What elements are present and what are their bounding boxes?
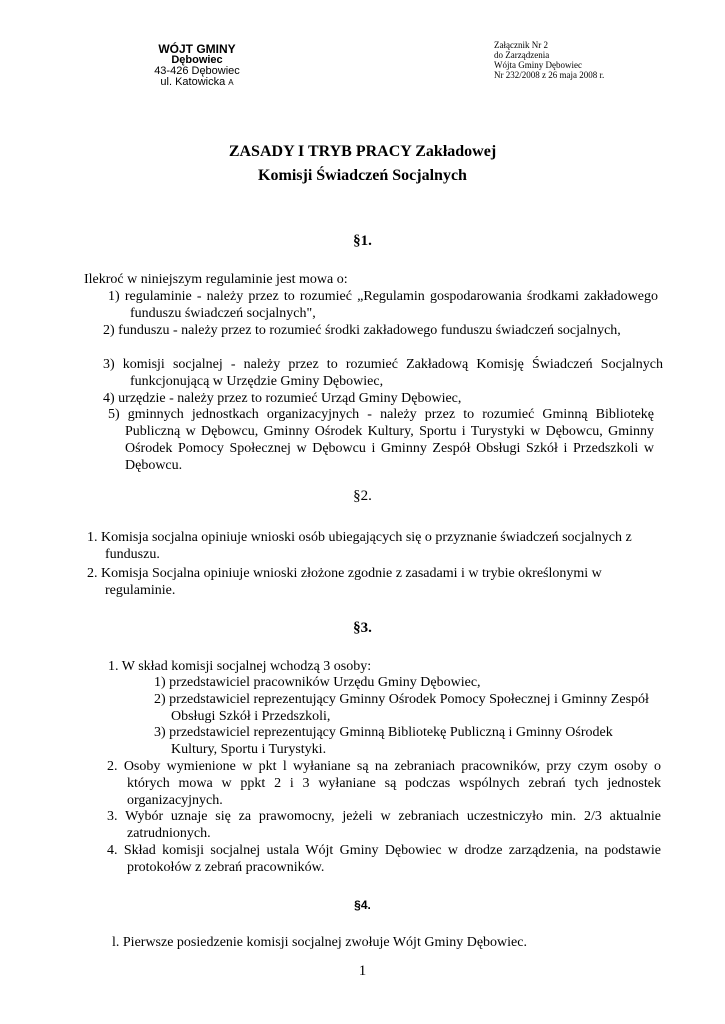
annex-line-3: Wójta Gminy Dębowiec xyxy=(494,60,582,70)
document-title-line-1: ZASADY I TRYB PRACY Zakładowej xyxy=(228,143,497,160)
section-3-item-2: 2. Osoby wymienione w pkt l wyłaniane są na zebraniach pracowników, przy czym osoby o których mowa w ppkt 2 i 3 wyłaniane są podczas wspólnych zebrań tych jednostek organizacyjnych. xyxy=(107,759,661,808)
section-1-item-3: 3) komisji socjalnej - należy przez to rozumieć Zakładową Komisję Świadczeń Socjalnych funkcjonującą w Urzędzie Gminy Dębowiec, xyxy=(103,357,663,389)
annex-line-4: Nr 232/2008 z 26 maja 2008 r. xyxy=(494,70,605,80)
stamp-line-3: 43-426 Dębowiec xyxy=(154,65,240,77)
stamp-line-2: Dębowiec xyxy=(171,54,223,66)
section-1-item-4: 4) urzędzie - należy przez to rozumieć Urząd Gminy Dębowiec, xyxy=(103,391,462,406)
section-3-item-4: 4. Skład komisji socjalnej ustala Wójt Gminy Dębowiec w drodze zarządzenia, na podstawie protokołów z zebrań pracowników. xyxy=(107,843,661,875)
annex-line-1: Załącznik Nr 2 xyxy=(494,40,548,50)
section-3-subitem-1: 1) przedstawiciel pracowników Urzędu Gminy Dębowiec, xyxy=(154,675,481,690)
section-1-intro: Ilekroć w niniejszym regulaminie jest mowa o: xyxy=(84,272,348,287)
section-1-item-5: 5) gminnych jednostkach organizacyjnych - należy przez to rozumieć Gminną Bibliotekę Publiczną w Dębowcu, Gminny Ośrodek Kultury, Sportu i Turystyki w Dębowcu, Gminny Ośrodek Pomocy Społecznej w Dębowcu i Gminny Zespół Obsługi Szkół i Przedszkoli w Dębowcu. xyxy=(108,407,654,473)
section-2-heading: §2. xyxy=(353,488,372,504)
issuer-stamp xyxy=(132,44,262,88)
stamp-line-1: WÓJT GMINY xyxy=(158,42,236,56)
section-3-subitem-2: 2) przedstawiciel reprezentujący Gminny Ośrodek Pomocy Społecznej i Gminny Zespół Obsługi Szkół i Przedszkoli, xyxy=(154,692,649,724)
section-3-heading: §3. xyxy=(353,620,372,636)
section-4-item-1: l. Pierwsze posiedzenie komisji socjalnej zwołuje Wójt Gminy Dębowiec. xyxy=(112,935,527,950)
annex-note xyxy=(494,40,694,80)
section-2-item-2: 2. Komisja Socjalna opiniuje wnioski złożone zgodnie z zasadami i w trybie określonymi w regulaminie. xyxy=(87,566,602,598)
document-title-line-2: Komisji Świadczeń Socjalnych xyxy=(258,167,467,184)
page-number: 1 xyxy=(358,963,367,979)
section-1-heading: §1. xyxy=(353,233,372,249)
section-3-item-3: 3. Wybór uznaje się za prawomocny, jeżeli w zebraniach uczestniczyło min. 2/3 aktualnie zatrudnionych. xyxy=(107,809,661,841)
section-1-item-2: 2) funduszu - należy przez to rozumieć środki zakładowego funduszu świadczeń socjalnych, xyxy=(103,323,621,338)
section-2-item-1: 1. Komisja socjalna opiniuje wnioski osób ubiegających się o przyznanie świadczeń socjalnych z funduszu. xyxy=(87,530,632,562)
section-3-item-1: 1. W skład komisji socjalnej wchodzą 3 osoby: xyxy=(108,659,372,674)
section-4-heading: §4. xyxy=(354,898,371,912)
stamp-street-suffix: A xyxy=(228,78,234,87)
stamp-street: ul. Katowicka xyxy=(160,76,226,88)
section-3-subitem-3: 3) przedstawiciel reprezentujący Gminną Bibliotekę Publiczną i Gminny Ośrodek Kultury, Sportu i Turystyki. xyxy=(154,725,613,757)
annex-line-2: do Zarządzenia xyxy=(494,50,550,60)
stamp-line-4 xyxy=(132,77,262,88)
section-1-item-1: 1) regulaminie - należy przez to rozumieć „Regulamin gospodarowania środkami zakładowego funduszu świadczeń socjalnych", xyxy=(108,289,658,321)
